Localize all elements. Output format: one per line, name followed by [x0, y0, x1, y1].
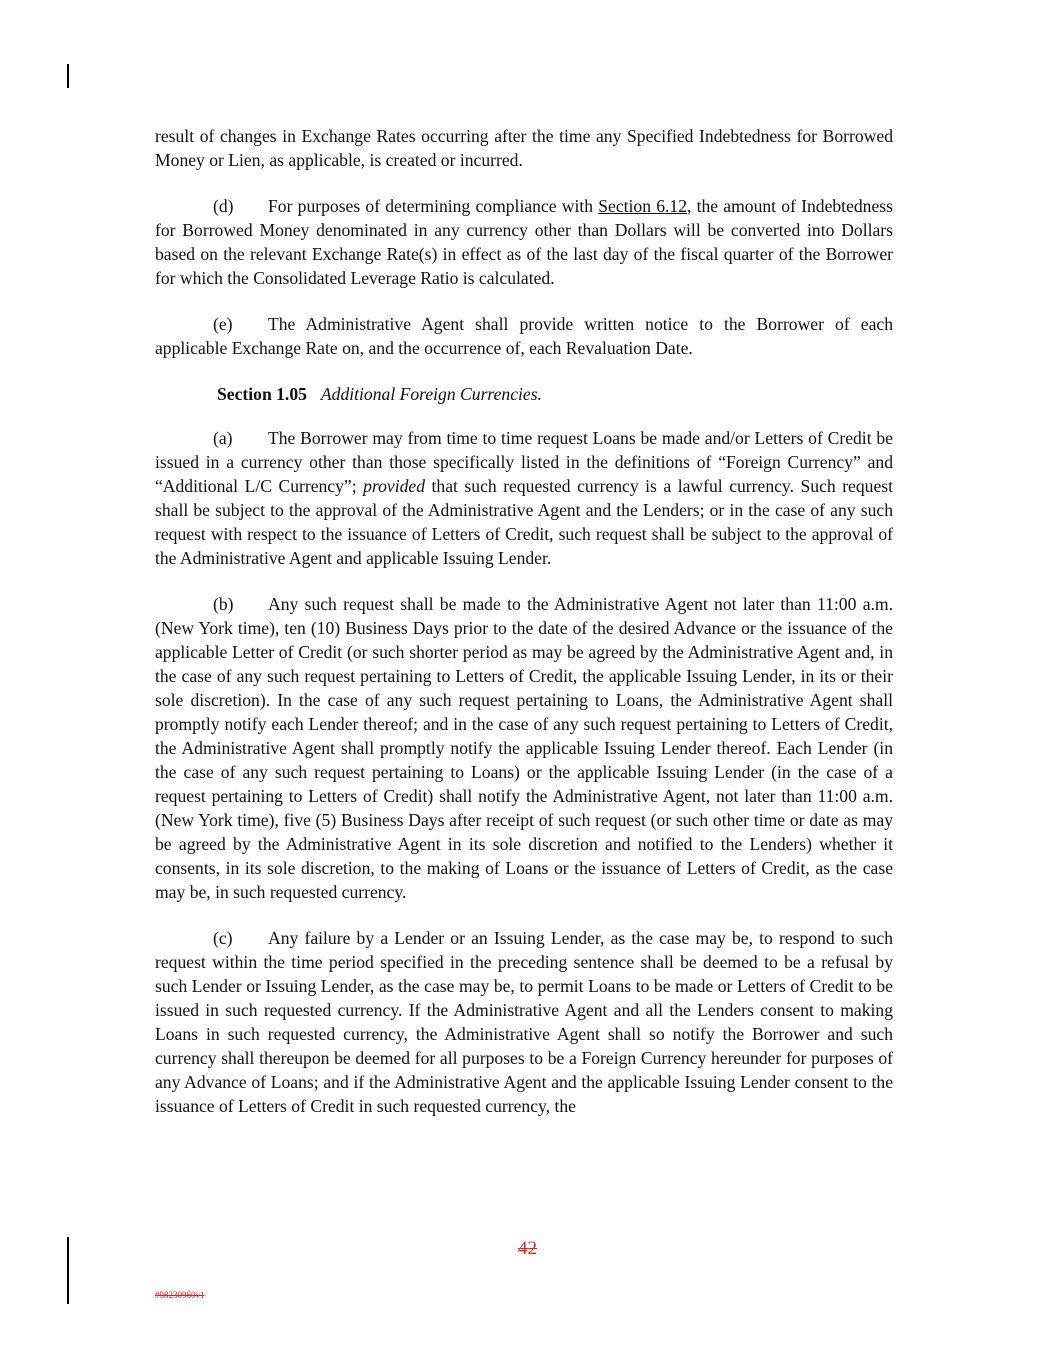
paragraph-a-label: (a) [213, 428, 233, 448]
paragraph-b-label: (b) [213, 594, 234, 614]
page-number-text: 42 [518, 1238, 537, 1259]
paragraph-b [155, 592, 893, 904]
paragraph-d-text-after: , the amount of Indebtedness for Borrowed Money denominated in any currency other than Dollars will be converted into Dollars based on the relevant Exchange Rate(s) in effect as of the last day of the fiscal quarter of the Borrower for which the Consolidated Leverage Ratio is calculated. [155, 196, 893, 288]
intro-text: result of changes in Exchange Rates occurring after the time any Specified Indebtedness for Borrowed Money or Lien, as applicable, is created or incurred. [155, 126, 893, 170]
section-number: Section 1.05 [217, 384, 307, 404]
paragraph-b-text: Any such request shall be made to the Administrative Agent not later than 11:00 a.m. (New York time), ten (10) Business Days prior to the date of the desired Advance or the issuance of the applicable Letter of Credit (or such shorter period as may be agreed by the Administrative Agent and, in the case of any such request pertaining to Letters of Credit, the applicable Issuing Lender, in its or their sole discretion). In the case of any such request pertaining to Loans, the Administrative Agent shall promptly notify each Lender thereof; and in the case of any such request pertaining to Letters of Credit, the Administrative Agent shall promptly notify the applicable Issuing Lender thereof. Each Lender (in the case of any such request pertaining to Loans) or the applicable Issuing Lender (in the case of a request pertaining to Letters of Credit) shall notify the Administrative Agent, not later than 11:00 a.m. (New York time), five (5) Business Days after receipt of such request (or such other time or date as may be agreed by the Administrative Agent in its sole discretion and notified to the Lenders) whether it consents, in its sole discretion, to the making of Loans or the issuance of Letters of Credit, as the case may be, in such requested currency. [155, 594, 893, 902]
section-heading [155, 382, 893, 406]
paragraph-a [155, 426, 893, 570]
paragraph-c [155, 926, 893, 1118]
paragraph-d [155, 194, 893, 290]
section-title: Additional Foreign Currencies. [320, 384, 542, 404]
paragraph-a-emphasis: provided [363, 476, 426, 496]
section-6-12-link[interactable]: Section 6.12 [598, 196, 687, 216]
paragraph-e-label: (e) [213, 314, 233, 334]
paragraph-a-text-before: The Borrower may from time to time request Loans be made and/or Letters of Credit be issued in a currency other than those specifically listed in the definitions of “Foreign Currency” and “Additional L/C Currency”; [155, 428, 893, 496]
paragraph-d-text-before: For purposes of determining compliance with [268, 196, 599, 216]
document-body [155, 124, 893, 1140]
paragraph-c-text: Any failure by a Lender or an Issuing Lender, as the case may be, to respond to such request within the time period specified in the preceding sentence shall be deemed to be a refusal by such Lender or Issuing Lender, as the case may be, to permit Loans to be made or Letters of Credit to be issued in such requested currency. If the Administrative Agent and all the Lenders consent to making Loans in such requested currency, the Administrative Agent shall so notify the Borrower and such currency shall thereupon be deemed for all purposes to be a Foreign Currency hereunder for purposes of any Advance of Loans; and if the Administrative Agent and the applicable Issuing Lender consent to the issuance of Letters of Credit in such requested currency, the [155, 928, 893, 1116]
paragraph-c-label: (c) [213, 928, 233, 948]
intro-paragraph [155, 124, 893, 172]
paragraph-e [155, 312, 893, 360]
page-number [0, 1238, 1055, 1260]
revision-change-bar-top [67, 64, 69, 88]
paragraph-a-text-after: that such requested currency is a lawful currency. Such request shall be subject to the approval of the Administrative Agent and the Lenders; or in the case of any such request with respect to the issuance of Letters of Credit, such request shall be subject to the approval of the Administrative Agent and applicable Issuing Lender. [155, 476, 893, 568]
paragraph-d-label: (d) [213, 196, 234, 216]
paragraph-e-text: The Administrative Agent shall provide written notice to the Borrower of each applicable Exchange Rate on, and the occurrence of, each Revaluation Date. [155, 314, 893, 358]
document-id: #98230960v1 [155, 1290, 205, 1300]
